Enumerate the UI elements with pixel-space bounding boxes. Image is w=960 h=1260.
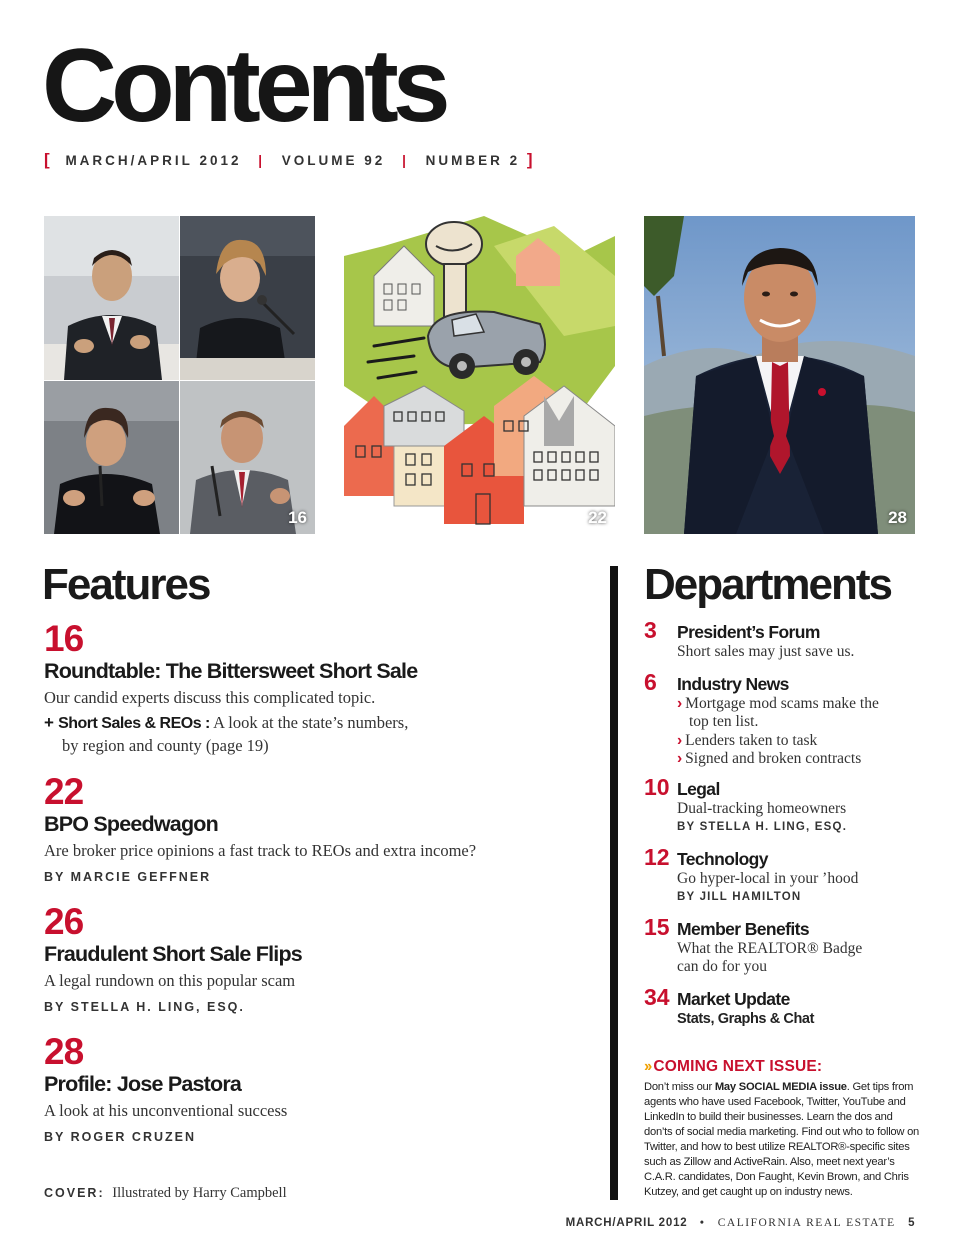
portrait-image: [644, 216, 915, 534]
speedwagon-illustration-image: [344, 216, 615, 534]
department-item[interactable]: [644, 984, 924, 1029]
department-title[interactable]: Legal: [677, 779, 720, 799]
bracket-close: ]: [526, 150, 536, 169]
footer-date: MARCH/APRIL 2012: [565, 1217, 688, 1229]
department-title[interactable]: Technology: [677, 849, 768, 869]
department-bullet-continued: top ten list.: [689, 713, 759, 731]
feature-sidebar-note: [44, 712, 564, 735]
department-item[interactable]: [644, 914, 924, 977]
coming-next-heading: ›› COMING NEXT ISSUE:: [644, 1058, 823, 1075]
separator: |: [402, 153, 409, 168]
plus-icon: +: [44, 712, 54, 732]
department-title[interactable]: Member Benefits: [677, 919, 810, 939]
department-description-continued: can do for you: [677, 958, 767, 976]
department-page-number: 10: [644, 774, 670, 800]
cover-credit: [44, 1185, 287, 1202]
feature-description: A legal rundown on this popular scam: [44, 970, 296, 990]
cover-label: COVER:: [44, 1186, 105, 1200]
cover-text: Illustrated by Harry Campbell: [112, 1185, 287, 1201]
feature-page-number: 28: [44, 1031, 84, 1072]
feature-title[interactable]: Roundtable: The Bittersweet Short Sale: [44, 659, 418, 683]
feature-page-number: 26: [44, 901, 84, 942]
footer-page-number: 5: [908, 1217, 916, 1229]
feature-byline: BY ROGER CRUZEN: [44, 1129, 197, 1144]
feature-title[interactable]: Profile: Jose Pastora: [44, 1072, 242, 1096]
department-page-number: 34: [644, 984, 670, 1010]
department-description: Dual-tracking homeowners: [677, 800, 847, 817]
profile-portrait-photo[interactable]: [644, 216, 915, 534]
feature-title[interactable]: BPO Speedwagon: [44, 812, 218, 836]
departments-heading: Departments: [644, 560, 891, 609]
photo-page-number: 22: [588, 508, 607, 527]
bpo-illustration[interactable]: [344, 216, 615, 534]
coming-next-body: Don’t miss our May SOCIAL MEDIA issue. Get tips from agents who have used Facebook, Twitter, YouTube and LinkedIn to build their businesses. Learn the dos and don’ts of social media marketing. Find out who to follow on Twitter, and how to best utilize REALTOR®-specific sites such as Zillow and ActiveRain. Also, meet next year’s C.A.R. candidates, Don Faught, Kevin Brown, and Chris Kutzey, and get caught up on industry news.: [644, 1081, 920, 1198]
feature-description: A look at his unconventional success: [44, 1100, 288, 1120]
feature-description: Our candid experts discuss this complicated topic.: [44, 687, 376, 707]
column-divider: [610, 566, 618, 1200]
feature-byline: BY MARCIE GEFFNER: [44, 869, 212, 884]
department-byline: BY STELLA H. LING, ESQ.: [677, 821, 848, 834]
feature-title[interactable]: Fraudulent Short Sale Flips: [44, 942, 302, 966]
photo-page-number: 16: [288, 508, 307, 527]
department-description: Short sales may just save us.: [677, 643, 855, 660]
issue-date: MARCH/APRIL 2012: [65, 153, 242, 168]
sidebar-title: Short Sales & REOs :: [58, 714, 210, 732]
department-page-number: 15: [644, 914, 670, 940]
feature-item[interactable]: [44, 773, 564, 884]
roundtable-photo-collage[interactable]: [44, 216, 315, 534]
coming-next-highlight: May SOCIAL MEDIA issue: [714, 1081, 847, 1093]
issue-info: [44, 150, 536, 170]
issue-volume: VOLUME 92: [281, 153, 386, 168]
department-item[interactable]: [644, 669, 924, 768]
separator: |: [258, 153, 266, 168]
feature-item[interactable]: [44, 903, 564, 1014]
page-title: Contents: [42, 28, 445, 144]
feature-byline: BY STELLA H. LING, ESQ.: [44, 999, 245, 1014]
feature-item[interactable]: [44, 1033, 564, 1144]
department-description: What the REALTOR® Badge: [677, 940, 863, 957]
department-bullet: › Lenders taken to task: [677, 731, 818, 749]
bracket-open: [: [44, 150, 53, 169]
feature-page-number: 16: [44, 618, 84, 659]
feature-page-number: 22: [44, 771, 84, 812]
department-item[interactable]: [644, 844, 924, 904]
chevron-right-icon: ›: [677, 731, 683, 749]
department-page-number: 12: [644, 844, 670, 870]
department-bullet: › Mortgage mod scams make the: [677, 695, 879, 712]
issue-number: NUMBER 2: [425, 153, 521, 168]
department-item[interactable]: [644, 774, 924, 834]
department-title[interactable]: Industry News: [677, 674, 789, 694]
department-page-number: 6: [644, 669, 657, 695]
roundtable-collage-image: [44, 216, 315, 534]
department-byline: BY JILL HAMILTON: [677, 891, 802, 904]
department-description: Stats, Graphs & Chat: [677, 1011, 815, 1027]
footer-magazine: CALIFORNIA REAL ESTATE: [717, 1217, 896, 1229]
page-footer: [566, 1217, 916, 1229]
chevron-right-icon: ›: [677, 749, 683, 767]
features-heading: Features: [42, 560, 210, 609]
department-item[interactable]: [644, 617, 924, 661]
photo-page-number: 28: [888, 508, 907, 527]
department-title[interactable]: Market Update: [677, 989, 790, 1009]
chevron-right-icon: ›: [677, 695, 683, 712]
department-title[interactable]: President’s Forum: [677, 622, 820, 642]
department-description: Go hyper-local in your ’hood: [677, 870, 859, 887]
sidebar-text-continued: by region and county (page 19): [62, 735, 269, 755]
footer-bullet: •: [699, 1217, 706, 1229]
department-bullet: › Signed and broken contracts: [677, 749, 862, 767]
department-page-number: 3: [644, 617, 657, 643]
double-chevron-icon: ››: [644, 1058, 651, 1075]
feature-item[interactable]: [44, 620, 564, 757]
feature-description: Are broker price opinions a fast track to REOs and extra income?: [44, 840, 477, 860]
sidebar-text: A look at the state’s numbers,: [213, 712, 409, 732]
coming-next-issue: [644, 1058, 920, 1200]
